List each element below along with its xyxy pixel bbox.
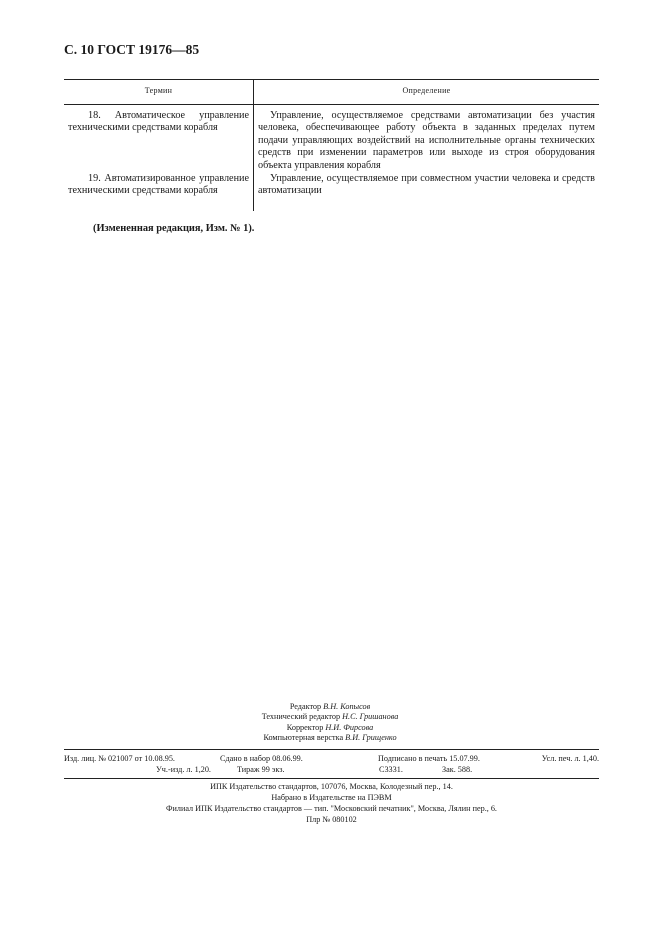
imprint-block xyxy=(64,754,599,776)
credit-editor: Редактор В.Н. Копысов xyxy=(289,702,371,711)
table-row-18-definition: Управление, осуществляемое средствами автоматизации без участия человека, обеспечивающее работу объекта в заданных пределах путем подачи управляющих воздействий на исполнительные органы технических средств при изменении параметров или выходе из строя оборудования объекта управления корабля xyxy=(258,110,595,171)
print-sheets: Усл. печ. л. 1,40. xyxy=(541,754,599,763)
publisher-block xyxy=(64,781,599,825)
signed-to-print: Подписано в печать 15.07.99. xyxy=(378,754,480,763)
table-header-rule xyxy=(64,104,599,105)
publisher-top-rule xyxy=(64,778,599,779)
publisher-line-2: Набрано в Издательстве на ПЭВМ xyxy=(271,793,392,802)
table-top-rule xyxy=(64,79,599,80)
table-row-19-definition: Управление, осуществляемое при совместном участии человека и средств автоматизации xyxy=(258,173,595,197)
credit-layout: Компьютерная верстка В.И. Грищенко xyxy=(263,733,397,743)
imprint-top-rule xyxy=(64,749,599,750)
column-header-definition: Определение xyxy=(402,86,451,95)
credits-block xyxy=(200,702,460,744)
license: Изд. лиц. № 021007 от 10.08.95. xyxy=(64,754,175,763)
credit-tech-editor: Технический редактор Н.С. Гришанова xyxy=(261,712,399,722)
table-row-18-term: 18. Автоматическое управление техническими средствами корабля xyxy=(68,110,249,134)
order-number: Зак. 588. xyxy=(442,765,473,774)
imprint-row-1 xyxy=(64,754,599,765)
publisher-line-1: ИПК Издательство стандартов, 107076, Москва, Колодезный пер., 14. xyxy=(210,782,453,791)
table-row-19-term: 19. Автоматизированное управление техническими средствами корабля xyxy=(68,173,249,197)
publishing-sheets: Уч.-изд. л. 1,20. xyxy=(156,765,211,774)
column-header-term: Термин xyxy=(144,86,173,95)
code: С3331. xyxy=(379,765,403,774)
circulation: Тираж 99 экз. xyxy=(237,765,285,774)
imprint-row-2 xyxy=(64,765,599,776)
sent-to-print: Сдано в набор 08.06.99. xyxy=(220,754,303,763)
amendment-note: (Измененная редакция, Изм. № 1). xyxy=(93,223,255,234)
credit-proofreader: Корректор Н.И. Фирсова xyxy=(286,722,374,732)
page-header: С. 10 ГОСТ 19176—85 xyxy=(64,42,200,57)
publisher-line-4: Плр № 080102 xyxy=(306,815,357,824)
table-column-divider xyxy=(253,79,254,211)
publisher-line-3: Филиал ИПК Издательство стандартов — тип. "Московский печатник", Москва, Лялин пер., 6. xyxy=(166,804,497,813)
